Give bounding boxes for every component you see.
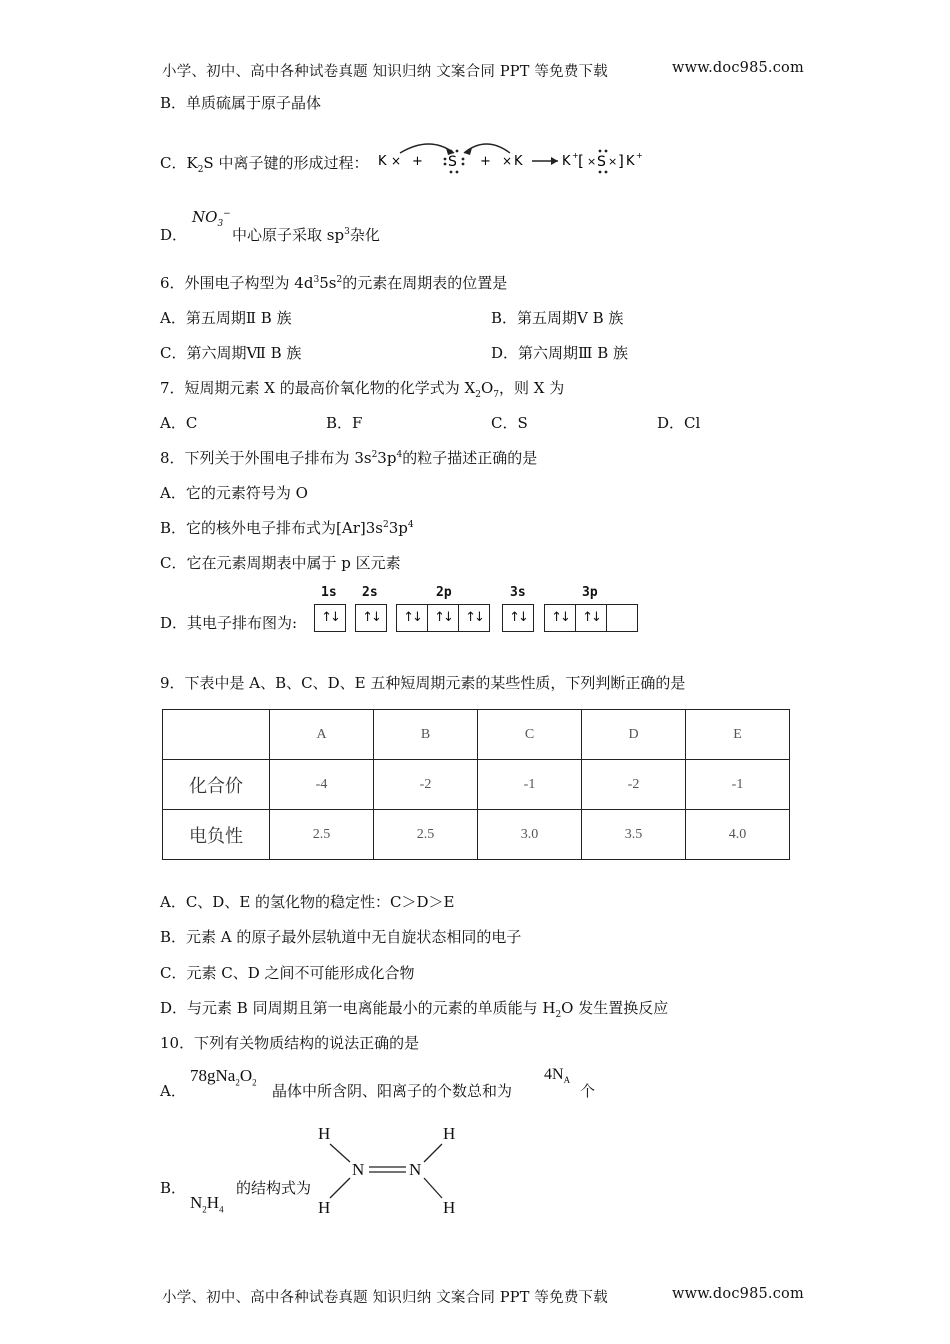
svg-text:+: + [572, 151, 579, 160]
orbital-box-2s [355, 604, 387, 632]
svg-text:×: × [608, 155, 618, 168]
q8-option-b: B．它的核外电子排布式为$[Ar]3s^23p^4$ [160, 519, 414, 537]
q8-option-d: D．其电子排布图为: [160, 614, 298, 632]
q10-stem: 10．下列有关物质结构的说法正确的是 [160, 1034, 420, 1052]
struct-atom-h: H [318, 1198, 331, 1217]
orbital-cell: ↑↓ [397, 605, 428, 631]
orbital-cell [607, 605, 637, 631]
table-cell: 2.5 [270, 810, 374, 860]
table-cell: -1 [686, 760, 790, 810]
orbital-cell: ↑↓ [545, 605, 576, 631]
q9-option-d: D．与元素 B 同周期且第一电离能最小的元素的单质能与 $H_2O$ 发生置换反应 [160, 999, 669, 1020]
col-header: D [582, 710, 686, 760]
q6-option-a: A．第五周期Ⅱ B 族 [160, 309, 292, 327]
svg-text:×: × [587, 155, 597, 168]
svg-text:K: K [514, 154, 523, 169]
q7-option-d: D．Cl [657, 414, 701, 432]
footer-url[interactable]: www.doc985.com [672, 1286, 804, 1302]
table-corner-cell [163, 710, 270, 760]
orbital-box-3s [502, 604, 534, 632]
hydrazine-formula: $N_2H_4$ [190, 1193, 224, 1215]
q5-option-c: C．$K_2S$ 中离子键的形成过程： [160, 154, 369, 175]
q10-option-b-label: B． [160, 1179, 187, 1197]
svg-text:+: + [412, 154, 423, 169]
q7-option-c: C．S [491, 414, 528, 432]
struct-atom-h: H [443, 1124, 456, 1143]
svg-text:+: + [480, 154, 491, 169]
q5-option-b: B．单质硫属于原子晶体 [160, 94, 322, 112]
q9-option-b: B．元素 A 的原子最外层轨道中无自旋状态相同的电子 [160, 928, 522, 946]
table-cell: 4.0 [686, 810, 790, 860]
table-cell: -1 [478, 760, 582, 810]
orbital-label-3p: 3p [582, 585, 598, 600]
svg-text:×: × [502, 154, 513, 168]
struct-atom-n: N [352, 1160, 365, 1179]
q6-option-d: D．第六周期Ⅲ B 族 [491, 344, 629, 362]
table-header-row [163, 710, 790, 760]
orbital-label-1s: 1s [321, 585, 337, 600]
q10-option-a-label: A． [160, 1082, 186, 1100]
col-header: B [374, 710, 478, 760]
struct-atom-h: H [443, 1198, 456, 1217]
svg-text:+: + [636, 151, 643, 160]
properties-table [162, 709, 790, 860]
orbital-box-2p [396, 604, 490, 632]
orbital-box-1s [314, 604, 346, 632]
ionic-bond-formation-diagram [368, 137, 658, 179]
table-cell: 3.5 [582, 810, 686, 860]
sodium-peroxide-mass: $78gNa_2O_2$ [190, 1066, 257, 1088]
svg-text:]: ] [618, 152, 624, 170]
row-header: 电负性 [163, 810, 270, 860]
q8-stem: 8．下列关于外围电子排布为 $3s^23p^4$的粒子描述正确的是 [160, 449, 538, 467]
table-cell: -2 [582, 760, 686, 810]
svg-text:S: S [448, 154, 457, 170]
q7-option-b: B．F [326, 414, 363, 432]
table-cell: 2.5 [374, 810, 478, 860]
q9-stem: 9．下表中是 A、B、C、D、E 五种短周期元素的某些性质，下列判断正确的是 [160, 674, 686, 692]
table-cell: -2 [374, 760, 478, 810]
col-header: C [478, 710, 582, 760]
q10-option-b-text: 的结构式为 [236, 1179, 312, 1197]
q6-stem: 6．外围电子构型为 $4d^35s^2$的元素在周期表的位置是 [160, 274, 508, 292]
svg-text:S: S [597, 154, 606, 170]
svg-text:K: K [626, 154, 635, 169]
q5-option-d-label: D． [160, 226, 188, 244]
q8-option-c: C．它在元素周期表中属于 p 区元素 [160, 554, 401, 572]
table-cell: 3.0 [478, 810, 582, 860]
q7-stem: 7．短周期元素 X 的最高价氧化物的化学式为 $X_2O_7$，则 X 为 [160, 379, 565, 400]
orbital-box-3p [544, 604, 638, 632]
row-header: 化合价 [163, 760, 270, 810]
orbital-cell: ↑↓ [428, 605, 459, 631]
struct-atom-h: H [318, 1124, 331, 1143]
avogadro-count: $4N_A$ [544, 1066, 571, 1086]
hydrazine-bonds [310, 1120, 470, 1220]
orbital-cell: ↑↓ [576, 605, 607, 631]
header-url[interactable]: www.doc985.com [672, 60, 804, 76]
table-row [163, 760, 790, 810]
footer-left: 小学、初中、高中各种试卷真题 知识归纳 文案合同 PPT 等免费下载 [162, 1290, 608, 1306]
q8-option-a: A．它的元素符号为 O [160, 484, 308, 502]
svg-text:×: × [391, 154, 402, 168]
orbital-label-2s: 2s [362, 585, 378, 600]
q10-option-a-end: 个 [580, 1082, 596, 1100]
nitrate-formula: $NO_3^-$ [192, 208, 231, 229]
orbital-cell: ↑↓ [465, 610, 483, 625]
orbital-label-3s: 3s [510, 585, 526, 600]
svg-text:K: K [378, 154, 387, 169]
table-cell: -4 [270, 760, 374, 810]
q9-option-a: A．C、D、E 的氢化物的稳定性：C＞D＞E [160, 893, 455, 911]
orbital-label-2p: 2p [436, 585, 452, 600]
q6-option-b: B．第五周期Ⅴ B 族 [491, 309, 624, 327]
svg-text:[: [ [578, 152, 584, 170]
table-row [163, 810, 790, 860]
col-header: A [270, 710, 374, 760]
orbital-cell: ↑↓ [321, 610, 339, 625]
struct-atom-n: N [409, 1160, 422, 1179]
q7-option-a: A．C [160, 414, 198, 432]
q5-option-d-text: 中心原子采取 $sp^3$杂化 [232, 226, 380, 244]
col-header: E [686, 710, 790, 760]
svg-text:K: K [562, 154, 571, 169]
q9-option-c: C．元素 C、D 之间不可能形成化合物 [160, 964, 415, 982]
q10-option-a-text: 晶体中所含阴、阳离子的个数总和为 [272, 1082, 513, 1100]
orbital-cell: ↑↓ [362, 610, 380, 625]
header-left: 小学、初中、高中各种试卷真题 知识归纳 文案合同 PPT 等免费下载 [162, 64, 608, 80]
q6-option-c: C．第六周期Ⅶ B 族 [160, 344, 302, 362]
orbital-cell: ↑↓ [509, 610, 527, 625]
